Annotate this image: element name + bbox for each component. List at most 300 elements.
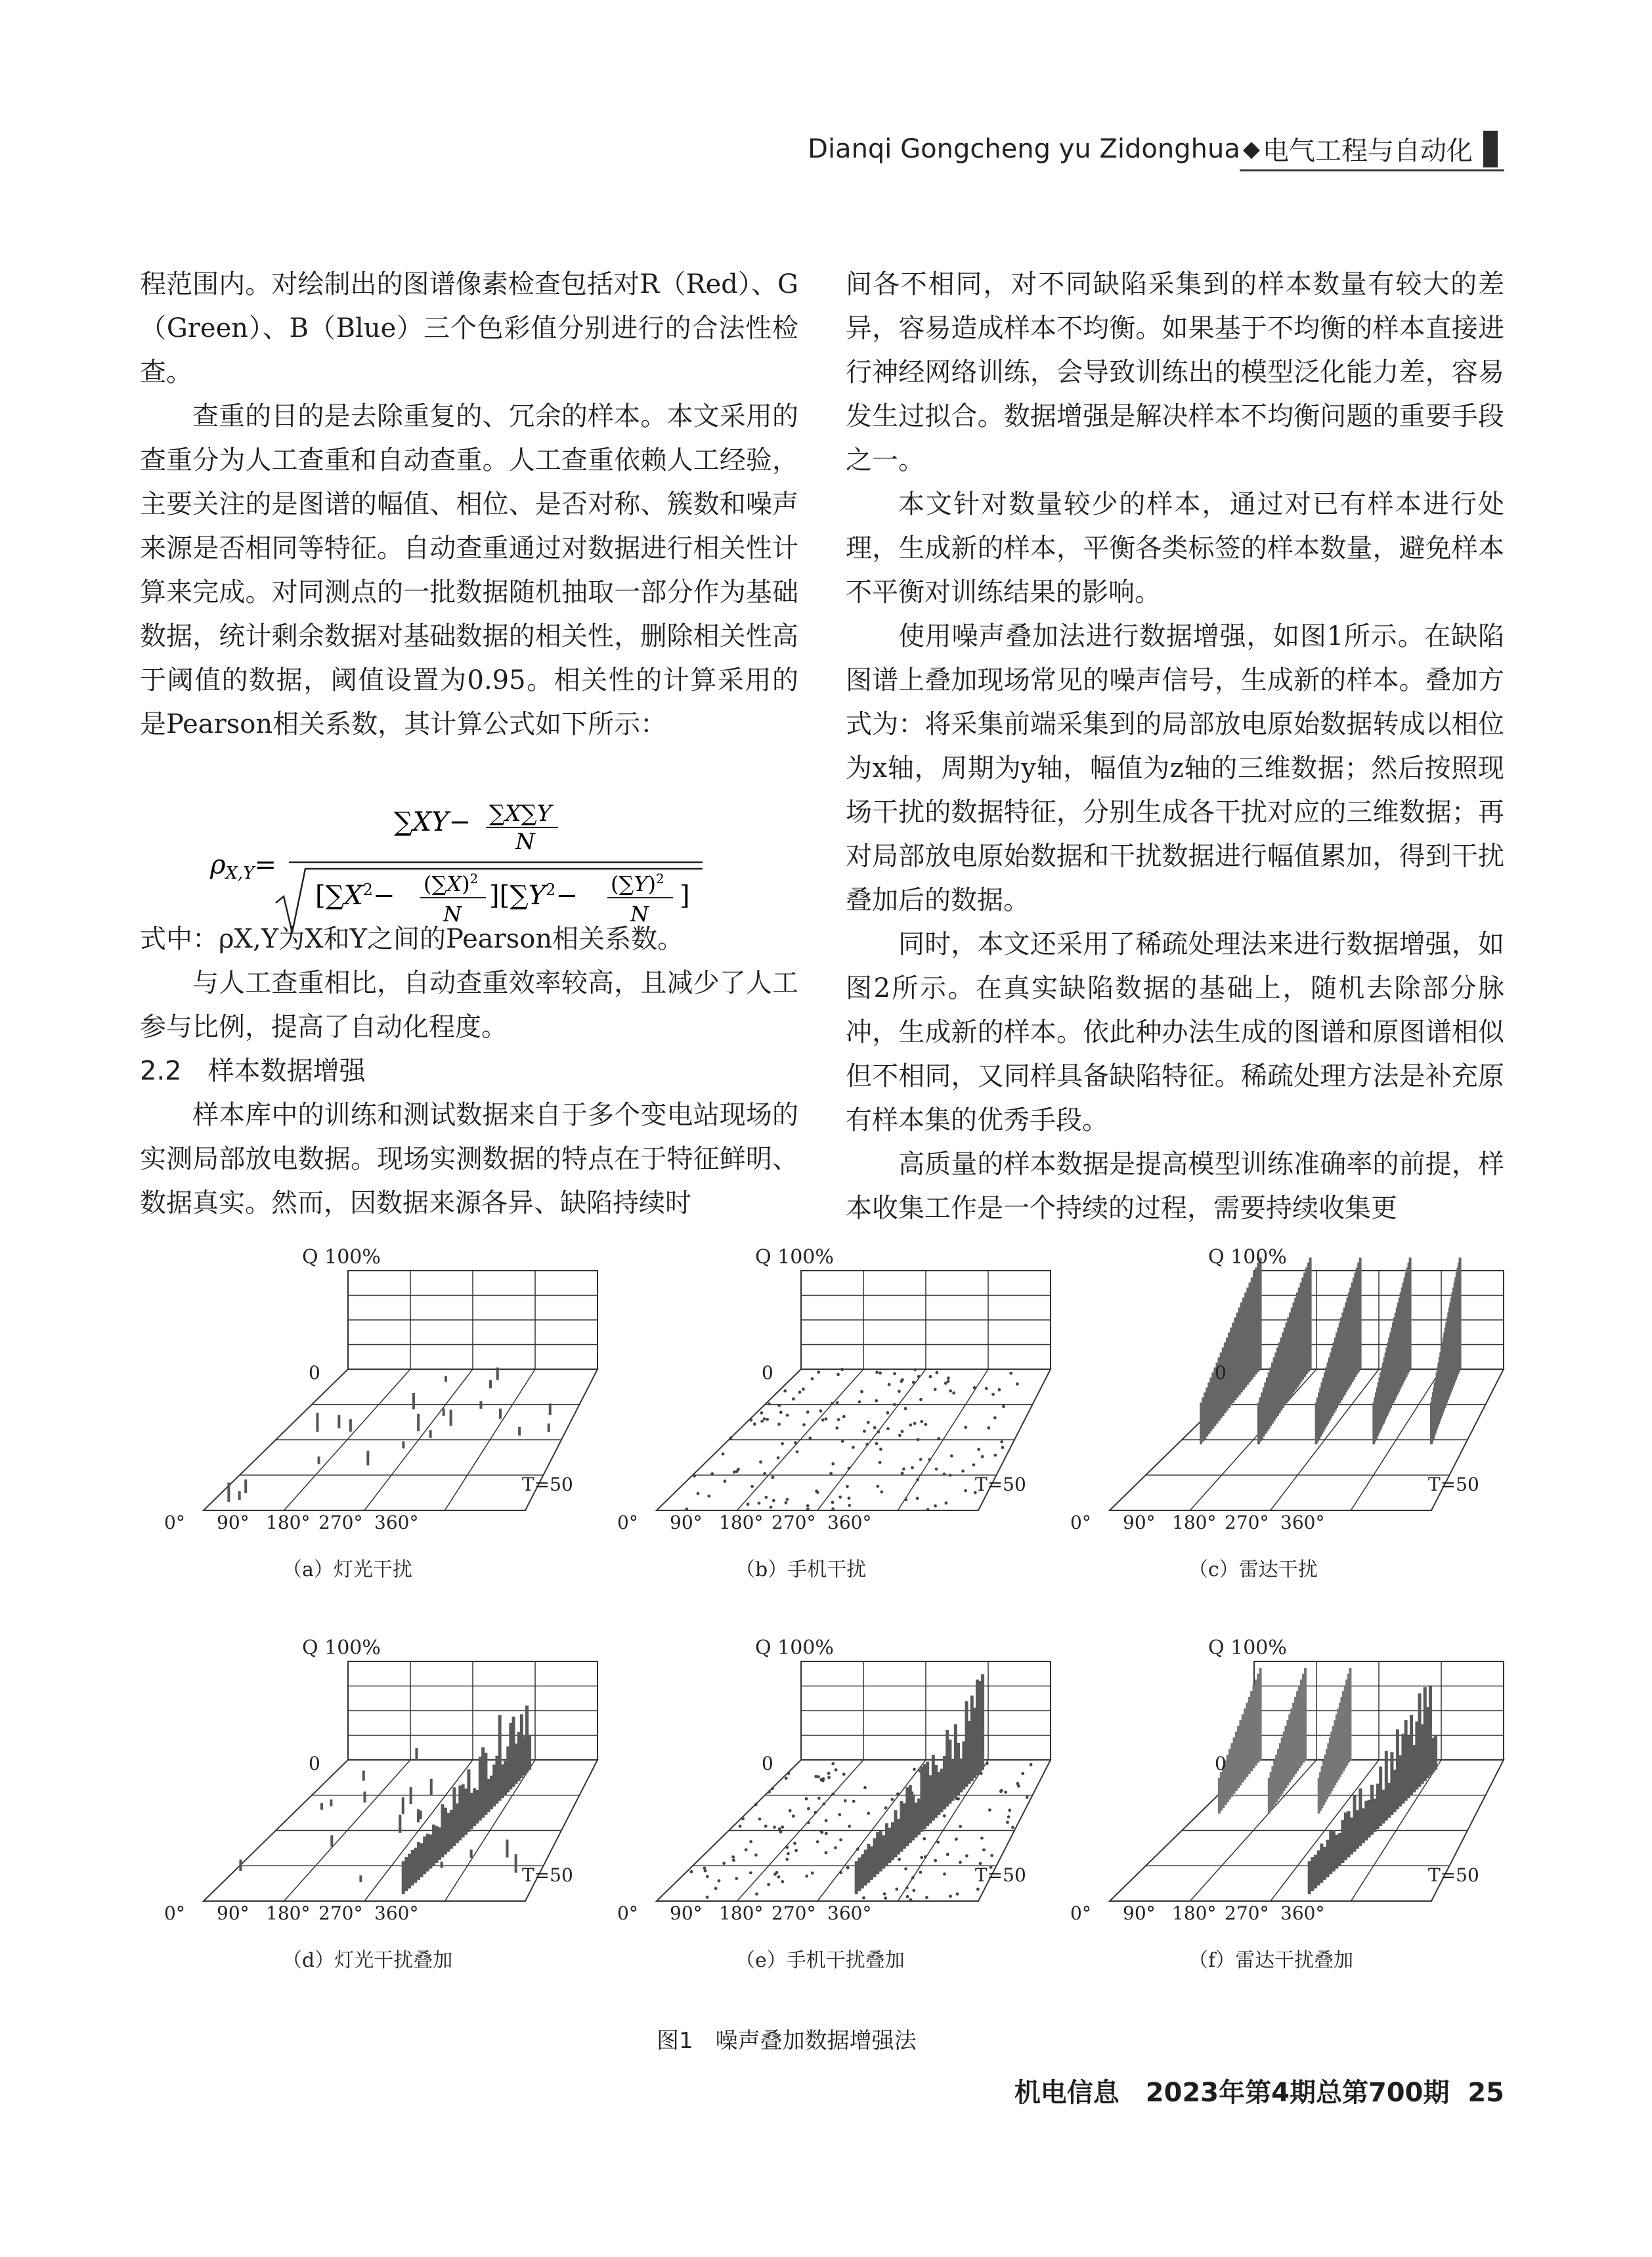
noise-dot	[764, 1824, 768, 1828]
defect-pulse	[1326, 1840, 1330, 1877]
noise-dot	[844, 1799, 847, 1803]
radar-pulse	[1218, 1778, 1221, 1814]
noise-dot	[893, 1403, 896, 1406]
noise-dot	[919, 1458, 923, 1461]
noise-dot	[935, 1371, 938, 1374]
noise-dot	[909, 1424, 912, 1427]
noise-dot	[773, 1826, 776, 1829]
pulse-mark	[499, 1409, 502, 1419]
noise-dot	[808, 1437, 812, 1440]
noise-dot	[704, 1870, 707, 1873]
noise-dot	[848, 1504, 851, 1507]
defect-pulse	[888, 1828, 891, 1863]
defect-pulse	[432, 1825, 435, 1866]
noise-dot	[722, 1453, 725, 1456]
noise-dot	[981, 1455, 984, 1458]
figure-panel-f	[1064, 1638, 1510, 2026]
noise-dot	[750, 1485, 754, 1488]
left-column	[140, 263, 798, 1225]
noise-dot	[837, 1373, 840, 1376]
noise-dot	[959, 1825, 962, 1828]
noise-dot	[793, 1842, 796, 1845]
noise-dot	[920, 1856, 923, 1859]
noise-dot	[886, 1411, 890, 1414]
pearson-formula	[177, 791, 735, 942]
noise-dot	[819, 1409, 822, 1413]
defect-pulse	[1376, 1784, 1380, 1829]
noise-dot	[770, 1506, 773, 1509]
defect-pulse	[435, 1826, 438, 1863]
defect-pulse	[909, 1785, 912, 1843]
noise-dot	[916, 1478, 919, 1481]
defect-pulse	[1373, 1799, 1376, 1832]
pulse-mark	[402, 1441, 404, 1449]
noise-dot	[831, 1501, 835, 1504]
noise-dot	[759, 1460, 762, 1464]
noise-dot	[1016, 1382, 1019, 1386]
noise-dot	[1007, 1815, 1011, 1818]
defect-pulse	[441, 1804, 444, 1857]
defect-pulse	[1393, 1770, 1397, 1812]
noise-dot	[842, 1415, 846, 1418]
defect-pulse	[481, 1747, 485, 1818]
noise-dot	[875, 1399, 878, 1403]
defect-pulse	[1323, 1847, 1326, 1880]
noise-dot	[735, 1877, 738, 1880]
noise-dot	[852, 1446, 855, 1449]
noise-dot	[835, 1426, 838, 1430]
noise-dot	[839, 1871, 842, 1874]
noise-dot	[768, 1790, 771, 1793]
noise-dot	[1009, 1372, 1012, 1375]
noise-dot	[913, 1368, 917, 1371]
noise-dot	[976, 1887, 980, 1891]
noise-dot	[685, 1508, 688, 1511]
defect-pulse	[867, 1844, 870, 1883]
defect-pulse	[444, 1808, 447, 1854]
formula-numerator: ∑XY−	[394, 807, 471, 837]
noise-dot	[836, 1401, 839, 1404]
figure-panel-a	[158, 1248, 604, 1635]
panel-caption: （d）灯光干扰叠加	[282, 1949, 453, 1972]
axis-label-q: Q 100%	[302, 1248, 381, 1269]
noise-dot	[993, 1416, 997, 1420]
defect-pulse	[917, 1799, 921, 1835]
noise-dot	[785, 1846, 789, 1849]
noise-dot	[827, 1776, 831, 1779]
noise-dot	[905, 1886, 909, 1889]
left-paragraph-1: 程范围内。对绘制出的图谱像素检查包括对R（Red）、G（Green）、B（Blue）三个色彩值分别进行的合法性检查。	[140, 269, 798, 387]
noise-dot	[961, 1470, 965, 1473]
noise-dot	[1002, 1405, 1005, 1408]
noise-dot	[1030, 1763, 1033, 1766]
noise-dot	[924, 1423, 927, 1426]
noise-dot	[814, 1811, 817, 1814]
right-paragraph-2: 本文针对数量较少的样本，通过对已有样本进行处理，生成新的样本，平衡各类标签的样本数量，避免样本不平衡对训练结果的影响。	[846, 489, 1504, 607]
noise-dot	[841, 1439, 844, 1443]
noise-dot	[898, 1390, 901, 1393]
defect-pulse	[1332, 1830, 1336, 1872]
noise-dot	[733, 1470, 736, 1474]
x-tick-label: 180°	[719, 1512, 764, 1533]
x-tick-label: 360°	[827, 1512, 872, 1533]
x-tick-label: 360°	[374, 1512, 419, 1533]
noise-dot	[693, 1474, 696, 1478]
noise-dot	[811, 1377, 814, 1380]
noise-dot	[787, 1852, 790, 1855]
pulse-mark	[330, 1799, 332, 1806]
noise-dot	[817, 1370, 820, 1374]
noise-dot	[781, 1826, 784, 1829]
noise-dot	[876, 1485, 879, 1488]
noise-dot	[875, 1370, 879, 1374]
noise-dot	[794, 1441, 797, 1445]
noise-dot	[805, 1797, 808, 1801]
noise-dot	[879, 1461, 882, 1464]
defect-pulse	[1381, 1789, 1385, 1823]
x-tick-label: 270°	[772, 1512, 816, 1533]
header-diamond: ◆	[1242, 135, 1260, 162]
noise-dot	[896, 1792, 900, 1795]
noise-dot	[732, 1858, 735, 1862]
x-tick-label: 0°	[617, 1902, 638, 1924]
noise-dot	[758, 1502, 761, 1505]
noise-dot	[706, 1896, 709, 1899]
noise-dot	[1017, 1784, 1020, 1787]
defect-pulse	[484, 1753, 487, 1815]
radar-pulse	[1430, 1403, 1433, 1445]
noise-dot	[912, 1889, 915, 1892]
noise-dot	[825, 1819, 828, 1822]
noise-dot	[852, 1800, 856, 1803]
noise-dot	[758, 1818, 762, 1821]
defect-pulse	[903, 1803, 906, 1849]
noise-dot	[783, 1390, 787, 1393]
noise-dot	[831, 1793, 835, 1796]
noise-dot	[987, 1426, 990, 1430]
noise-dot	[766, 1418, 769, 1421]
defect-pulse	[429, 1835, 432, 1869]
noise-dot	[777, 1423, 781, 1426]
pulse-mark	[337, 1415, 340, 1428]
pulse-mark	[363, 1791, 366, 1802]
axis-label-zero: 0	[1215, 1362, 1227, 1384]
pulse-mark	[430, 1779, 433, 1795]
defect-pulse	[1379, 1766, 1382, 1826]
defect-pulse	[873, 1838, 877, 1877]
pulse-mark	[359, 1875, 362, 1882]
noise-dot	[919, 1398, 923, 1401]
noise-dot	[856, 1848, 859, 1851]
defect-pulse	[870, 1847, 873, 1880]
noise-dot	[753, 1422, 756, 1426]
defect-pulse	[420, 1843, 424, 1877]
defect-pulse	[467, 1769, 470, 1831]
noise-dot	[895, 1888, 898, 1891]
noise-dot	[879, 1448, 882, 1451]
noise-dot	[880, 1491, 883, 1494]
noise-dot	[785, 1777, 788, 1780]
noise-dot	[829, 1472, 833, 1475]
noise-dot	[888, 1383, 891, 1386]
noise-dot	[911, 1876, 915, 1879]
pulse-mark	[429, 1430, 432, 1438]
defect-pulse	[879, 1831, 882, 1872]
defect-pulse	[450, 1810, 453, 1849]
noise-dot	[884, 1896, 887, 1900]
x-tick-label: 180°	[266, 1902, 311, 1924]
noise-dot	[934, 1859, 937, 1862]
noise-dot	[787, 1772, 791, 1775]
pulse-mark	[320, 1803, 323, 1810]
noise-dot	[884, 1807, 888, 1810]
noise-dot	[834, 1846, 837, 1849]
figure-1	[158, 1248, 1497, 2023]
noise-dot	[945, 1501, 948, 1504]
pulse-mark	[415, 1748, 418, 1760]
noise-dot	[707, 1495, 710, 1498]
noise-dot	[923, 1837, 926, 1841]
pulse-mark	[417, 1809, 420, 1822]
defect-pulse	[528, 1735, 531, 1770]
formula-num-frac-n: N	[515, 829, 535, 855]
noise-dot	[754, 1854, 758, 1857]
radar-pulse	[1259, 1668, 1262, 1760]
noise-dot	[837, 1418, 840, 1421]
defect-pulse	[417, 1842, 420, 1880]
x-tick-label: 180°	[266, 1512, 311, 1533]
pulse-mark	[506, 1839, 508, 1857]
defect-pulse	[462, 1784, 465, 1837]
noise-dot	[949, 1474, 952, 1477]
noise-dot	[838, 1495, 842, 1499]
noise-dot	[898, 1858, 901, 1861]
noise-dot	[926, 1508, 930, 1511]
noise-dot	[724, 1479, 727, 1483]
pulse-mark	[316, 1413, 318, 1432]
axis-label-q: Q 100%	[755, 1638, 834, 1659]
defect-pulse	[1308, 1861, 1311, 1894]
noise-dot	[993, 1454, 997, 1457]
noise-dot	[1000, 1440, 1003, 1443]
noise-dot	[820, 1831, 823, 1834]
pulse-mark	[450, 1410, 452, 1426]
noise-dot	[831, 1507, 835, 1510]
defect-pulse	[1317, 1851, 1320, 1886]
formula-num-frac-top: ∑X∑Y	[489, 800, 552, 827]
noise-dot	[773, 1873, 777, 1876]
axis-label-t: T=50	[975, 1474, 1026, 1495]
radar-pulse	[1257, 1403, 1260, 1445]
noise-dot	[710, 1472, 714, 1476]
noise-dot	[862, 1896, 865, 1900]
noise-dot	[778, 1828, 781, 1831]
pulse-mark	[489, 1380, 492, 1388]
pulse-mark	[549, 1403, 552, 1415]
defect-pulse	[1356, 1810, 1359, 1849]
defect-pulse	[473, 1788, 476, 1826]
noise-dot	[802, 1423, 806, 1426]
x-tick-label: 270°	[1225, 1512, 1269, 1533]
axis-label-zero: 0	[309, 1362, 320, 1384]
noise-dot	[925, 1896, 928, 1899]
pulse-mark	[410, 1787, 412, 1804]
defect-pulse	[470, 1793, 473, 1829]
defect-pulse	[1370, 1785, 1374, 1835]
defect-pulse	[404, 1857, 408, 1891]
radar-pulse	[1268, 1778, 1271, 1814]
noise-dot	[722, 1862, 726, 1865]
header-pinyin: Dianqi Gongcheng yu Zidonghua	[808, 133, 1240, 164]
running-header	[808, 130, 1498, 167]
noise-dot	[982, 1849, 986, 1852]
defect-pulse	[1390, 1752, 1393, 1815]
noise-dot	[772, 1499, 775, 1502]
noise-dot	[1011, 1826, 1014, 1829]
defect-pulse	[855, 1861, 858, 1894]
defect-pulse	[1311, 1857, 1314, 1891]
noise-dot	[947, 1376, 950, 1380]
defect-pulse	[1320, 1843, 1323, 1883]
pulse-mark	[496, 1367, 499, 1380]
defect-pulse	[1364, 1801, 1368, 1840]
x-tick-label: 90°	[670, 1902, 703, 1924]
noise-dot	[886, 1427, 890, 1430]
noise-dot	[964, 1489, 967, 1493]
noise-dot	[777, 1404, 781, 1407]
formula-den-close: ]	[680, 881, 690, 911]
x-tick-label: 90°	[217, 1512, 250, 1533]
noise-dot	[934, 1388, 937, 1391]
noise-dot	[737, 1468, 740, 1471]
noise-dot	[873, 1426, 877, 1430]
right-paragraph-3: 使用噪声叠加法进行数据增强，如图1所示。在缺陷图谱上叠加现场常见的噪声信号，生成新的样本。叠加方式为：将采集前端采集到的局部放电原始数据转成以相位为x轴，周期为y轴，幅值为z轴的三维数据；然后按照现场干扰的数据特征，分别生成各干扰对应的三维数据；再对局部放电原始数据和干扰数据进行幅值累加，得到干扰叠加后的数据。	[846, 621, 1504, 915]
noise-dot	[785, 1858, 789, 1861]
figure-caption: 图1 噪声叠加数据增强法	[657, 2028, 917, 2054]
defect-pulse	[905, 1787, 909, 1847]
noise-dot	[863, 1786, 867, 1789]
noise-dot	[831, 1402, 834, 1405]
axis-label-t: T=50	[522, 1474, 573, 1495]
noise-dot	[731, 1855, 735, 1858]
noise-dot	[846, 1485, 849, 1488]
noise-dot	[990, 1854, 993, 1857]
noise-dot	[779, 1411, 783, 1414]
header-title-cn: 电气工程与自动化	[1263, 136, 1473, 166]
noise-dot	[706, 1875, 709, 1878]
noise-dot	[980, 1837, 984, 1840]
axis-label-t: T=50	[1428, 1864, 1479, 1886]
defect-pulse	[1341, 1820, 1344, 1863]
noise-dot	[781, 1880, 784, 1883]
defect-pulse	[411, 1850, 414, 1885]
panel-caption: （c）雷达干扰	[1188, 1558, 1318, 1581]
radar-pulse	[1200, 1403, 1202, 1445]
defect-pulse	[864, 1850, 867, 1886]
noise-dot	[928, 1458, 931, 1461]
noise-dot	[943, 1872, 946, 1875]
defect-pulse	[882, 1835, 885, 1869]
noise-dot	[771, 1476, 774, 1479]
formula-den-mid: ][$\sum Y^2-$	[489, 881, 578, 911]
noise-dot	[906, 1895, 909, 1898]
noise-dot	[806, 1508, 810, 1511]
axis-label-q: Q 100%	[302, 1638, 381, 1659]
noise-dot	[779, 1830, 783, 1833]
noise-dot	[777, 1457, 780, 1460]
left-paragraph-3: 式中：ρX,Y为X和Y之间的Pearson相关系数。	[140, 924, 684, 954]
noise-dot	[807, 1821, 810, 1824]
noise-dot	[781, 1442, 784, 1445]
noise-dot	[934, 1504, 937, 1508]
x-tick-label: 270°	[1225, 1902, 1269, 1924]
x-tick-label: 0°	[164, 1512, 185, 1533]
defect-pulse	[858, 1858, 861, 1891]
noise-dot	[875, 1442, 879, 1445]
noise-dot	[703, 1866, 706, 1870]
pulse-mark	[330, 1835, 333, 1847]
noise-dot	[977, 1448, 980, 1451]
noise-dot	[817, 1797, 821, 1800]
noise-dot	[792, 1814, 795, 1818]
x-tick-label: 90°	[1123, 1512, 1156, 1533]
defect-pulse	[479, 1757, 482, 1820]
noise-dot	[747, 1502, 750, 1506]
footer-journal: 机电信息 2023年第4期总第700期	[1014, 2078, 1450, 2108]
section-heading-2-2: 2.2 样本数据增强	[140, 1056, 366, 1086]
noise-dot	[935, 1468, 938, 1471]
noise-dot	[848, 1497, 851, 1500]
noise-dot	[916, 1497, 919, 1500]
right-column	[846, 263, 1504, 1231]
noise-dot	[900, 1380, 903, 1383]
left-paragraph-2: 查重的目的是去除重复的、冗余的样本。本文采用的查重分为人工查重和自动查重。人工查重依赖人工经验，主要关注的是图谱的幅值、相位、是否对称、簇数和噪声来源是否相同等特征。自动查重通过对数据进行相关性计算来完成。对同测点的一批数据随机抽取一部分作为基础数据，统计剩余数据对基础数据的相关性，删除相关性高于阈值的数据，阈值设置为0.95。相关性的计算采用的是Pearson相关系数，其计算公式如下所示：	[140, 401, 798, 739]
noise-dot	[697, 1492, 700, 1495]
defect-pulse	[458, 1786, 462, 1841]
noise-dot	[805, 1875, 808, 1878]
axis-label-t: T=50	[522, 1864, 573, 1886]
pulse-mark	[443, 1409, 445, 1416]
pulse-mark	[548, 1424, 550, 1432]
noise-dot	[786, 1498, 789, 1501]
defect-pulse	[900, 1801, 903, 1852]
noise-dot	[883, 1893, 886, 1896]
noise-dot	[786, 1414, 789, 1417]
x-tick-label: 360°	[374, 1902, 419, 1924]
noise-dot	[806, 1504, 810, 1508]
x-tick-label: 0°	[1070, 1512, 1091, 1533]
pulse-mark	[362, 1770, 365, 1780]
noise-dot	[1021, 1772, 1024, 1775]
noise-dot	[860, 1390, 863, 1393]
noise-dot	[763, 1417, 766, 1420]
noise-dot	[819, 1778, 823, 1782]
formula-den-left-frac-top: $(\sum X)^2$	[424, 871, 479, 896]
noise-dot	[893, 1372, 896, 1375]
page-footer	[1014, 2072, 1504, 2109]
left-paragraph-5: 样本库中的训练和测试数据来自于多个变电站现场的实测局部放电数据。现场实测数据的特点在于特征鲜明、数据真实。然而，因数据来源各异、缺陷持续时	[140, 1100, 798, 1218]
noise-dot	[729, 1436, 732, 1439]
noise-dot	[802, 1388, 805, 1391]
noise-dot	[841, 1368, 844, 1371]
noise-dot	[901, 1472, 904, 1475]
noise-dot	[943, 1472, 946, 1476]
defect-pulse	[911, 1795, 915, 1841]
panel-caption: （b）手机干扰	[735, 1558, 867, 1581]
noise-dot	[749, 1418, 752, 1422]
noise-dot	[879, 1372, 882, 1375]
defect-pulse	[937, 1772, 940, 1815]
